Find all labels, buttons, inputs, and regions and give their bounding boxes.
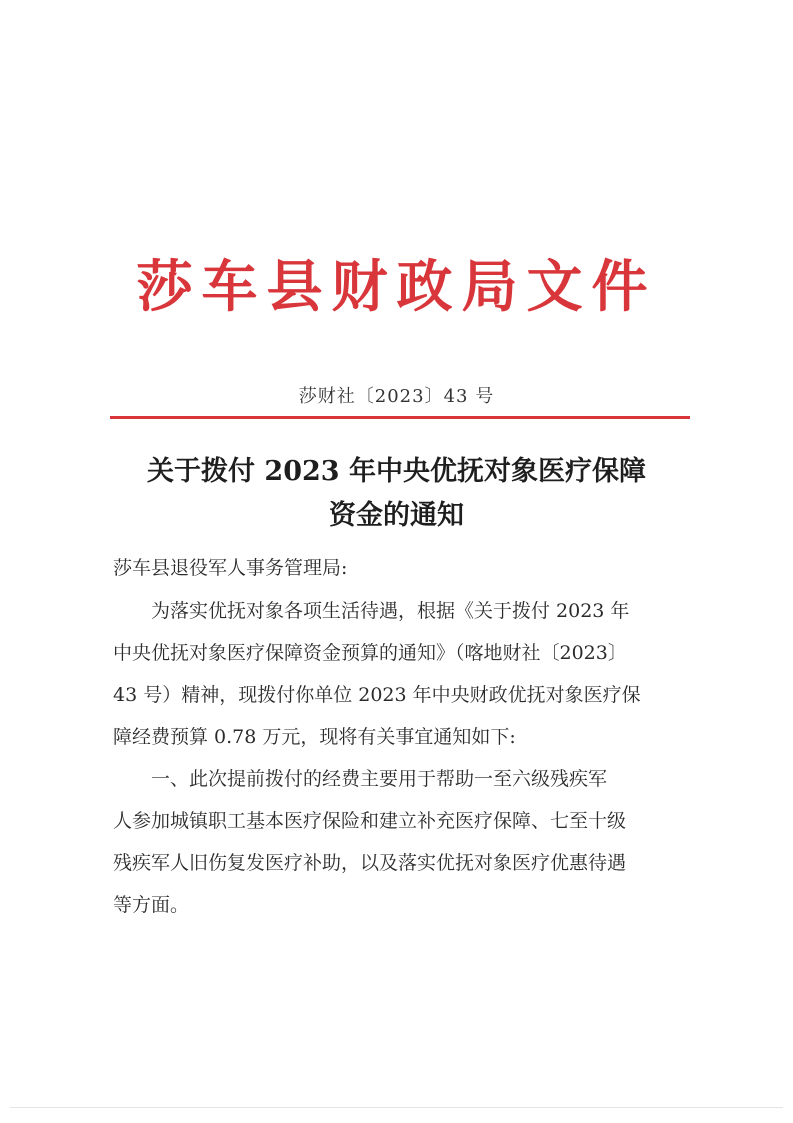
paragraph-line: 人参加城镇职工基本医疗保险和建立补充医疗保障、七至十级 bbox=[113, 810, 627, 832]
issuer-masthead: 莎车县财政局文件 bbox=[136, 254, 657, 320]
document-title bbox=[0, 450, 793, 538]
paragraph-line: 43 号）精神，现拨付你单位 2023 年中央财政优抚对象医疗保 bbox=[113, 684, 641, 706]
red-divider bbox=[110, 416, 690, 419]
paragraph-line: 残疾军人旧伤复发医疗补助，以及落实优抚对象医疗优惠待遇 bbox=[113, 852, 627, 874]
body-paragraph bbox=[113, 590, 693, 758]
paragraph-line: 为落实优抚对象各项生活待遇，根据《关于拨付 2023 年 bbox=[113, 600, 630, 622]
document-number: 莎财社〔2023〕43 号 bbox=[298, 386, 495, 407]
page-bottom-edge bbox=[10, 1107, 783, 1108]
paragraph-line: 障经费预算 0.78 万元，现将有关事宜通知如下: bbox=[113, 726, 516, 748]
paragraph-line: 一、此次提前拨付的经费主要用于帮助一至六级残疾军 bbox=[113, 768, 608, 790]
paragraph-line: 中央优抚对象医疗保障资金预算的通知》（喀地财社〔2023〕 bbox=[113, 642, 627, 664]
addressee: 莎车县退役军人事务管理局: bbox=[113, 557, 348, 579]
title-line: 资金的通知 bbox=[329, 500, 464, 531]
body-paragraph bbox=[113, 758, 693, 926]
paragraph-line: 等方面。 bbox=[113, 894, 190, 916]
title-line: 关于拨付 2023 年中央优抚对象医疗保障 bbox=[147, 456, 646, 487]
